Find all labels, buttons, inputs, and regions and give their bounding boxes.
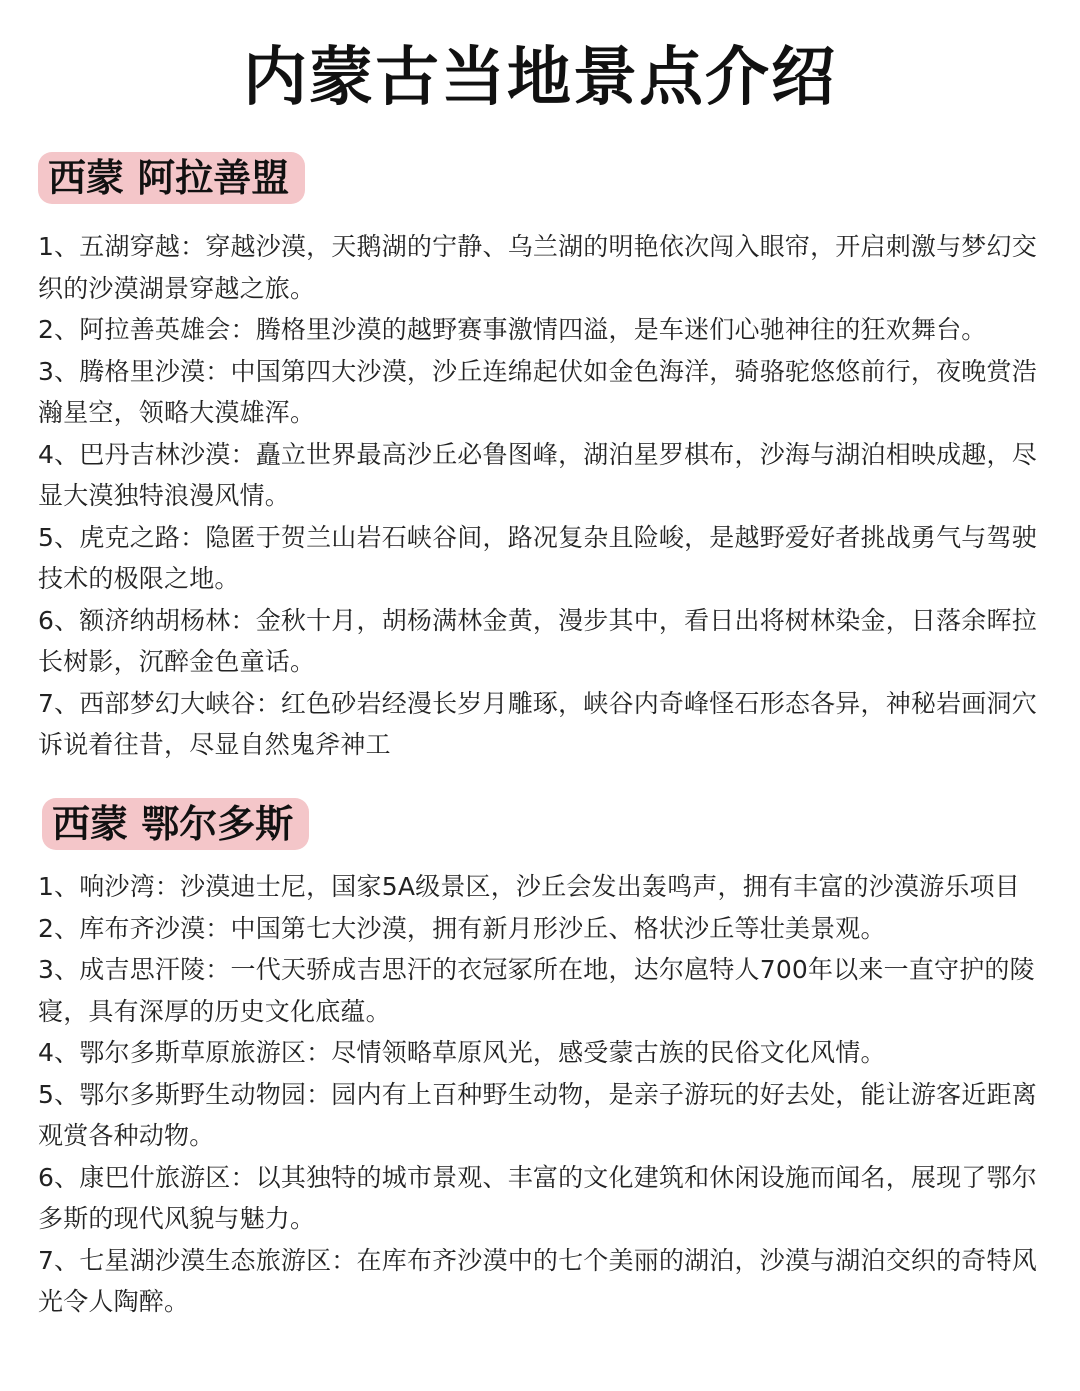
list-item: 1、五湖穿越：穿越沙漠，天鹅湖的宁静、乌兰湖的明艳依次闯入眼帘，开启刺激与梦幻交织的沙漠湖景穿越之旅。 xyxy=(38,232,1037,303)
list-item: 6、康巴什旅游区：以其独特的城市景观、丰富的文化建筑和休闲设施而闻名，展现了鄂尔多斯的现代风貌与魅力。 xyxy=(38,1162,1037,1233)
list-item: 5、虎克之路：隐匿于贺兰山岩石峡谷间，路况复杂且险峻，是越野爱好者挑战勇气与驾驶技术的极限之地。 xyxy=(38,522,1037,593)
list-item: 3、成吉思汗陵：一代天骄成吉思汗的衣冠冢所在地，达尔扈特人700年以来一直守护的陵寝，具有深厚的历史文化底蕴。 xyxy=(38,955,1035,1026)
list-item: 5、鄂尔多斯野生动物园：园内有上百种野生动物，是亲子游玩的好去处，能让游客近距离观赏各种动物。 xyxy=(38,1079,1037,1150)
section-alashan xyxy=(38,152,1050,766)
section-header: 西蒙 鄂尔多斯 xyxy=(42,798,309,850)
list-item: 7、七星湖沙漠生态旅游区：在库布齐沙漠中的七个美丽的湖泊，沙漠与湖泊交织的奇特风光令人陶醉。 xyxy=(38,1245,1037,1316)
list-item: 7、西部梦幻大峡谷：红色砂岩经漫长岁月雕琢，峡谷内奇峰怪石形态各异，神秘岩画洞穴诉说着往昔，尽显自然鬼斧神工 xyxy=(38,688,1037,759)
list-item: 3、腾格里沙漠：中国第四大沙漠，沙丘连绵起伏如金色海洋，骑骆驼悠悠前行，夜晚赏浩瀚星空，领略大漠雄浑。 xyxy=(38,356,1037,427)
page-title: 内蒙古当地景点介绍 xyxy=(243,41,837,115)
item-list xyxy=(38,226,1050,766)
list-item: 2、阿拉善英雄会：腾格里沙漠的越野赛事激情四溢，是车迷们心驰神往的狂欢舞台。 xyxy=(38,315,987,344)
list-item: 6、额济纳胡杨林：金秋十月，胡杨满林金黄，漫步其中，看日出将树林染金，日落余晖拉长树影，沉醉金色童话。 xyxy=(38,605,1037,676)
list-item: 2、库布齐沙漠：中国第七大沙漠，拥有新月形沙丘、格状沙丘等壮美景观。 xyxy=(38,913,886,943)
section-ordos xyxy=(38,798,1050,1323)
list-item: 1、响沙湾：沙漠迪士尼，国家5A级景区，沙丘会发出轰鸣声，拥有丰富的沙漠游乐项目 xyxy=(38,872,1020,901)
list-item: 4、巴丹吉林沙漠：矗立世界最高沙丘必鲁图峰，湖泊星罗棋布，沙海与湖泊相映成趣，尽显大漠独特浪漫风情。 xyxy=(38,439,1037,510)
section-header: 西蒙 阿拉善盟 xyxy=(38,152,305,204)
item-list xyxy=(38,866,1050,1323)
list-item: 4、鄂尔多斯草原旅游区：尽情领略草原风光，感受蒙古族的民俗文化风情。 xyxy=(38,1038,886,1067)
